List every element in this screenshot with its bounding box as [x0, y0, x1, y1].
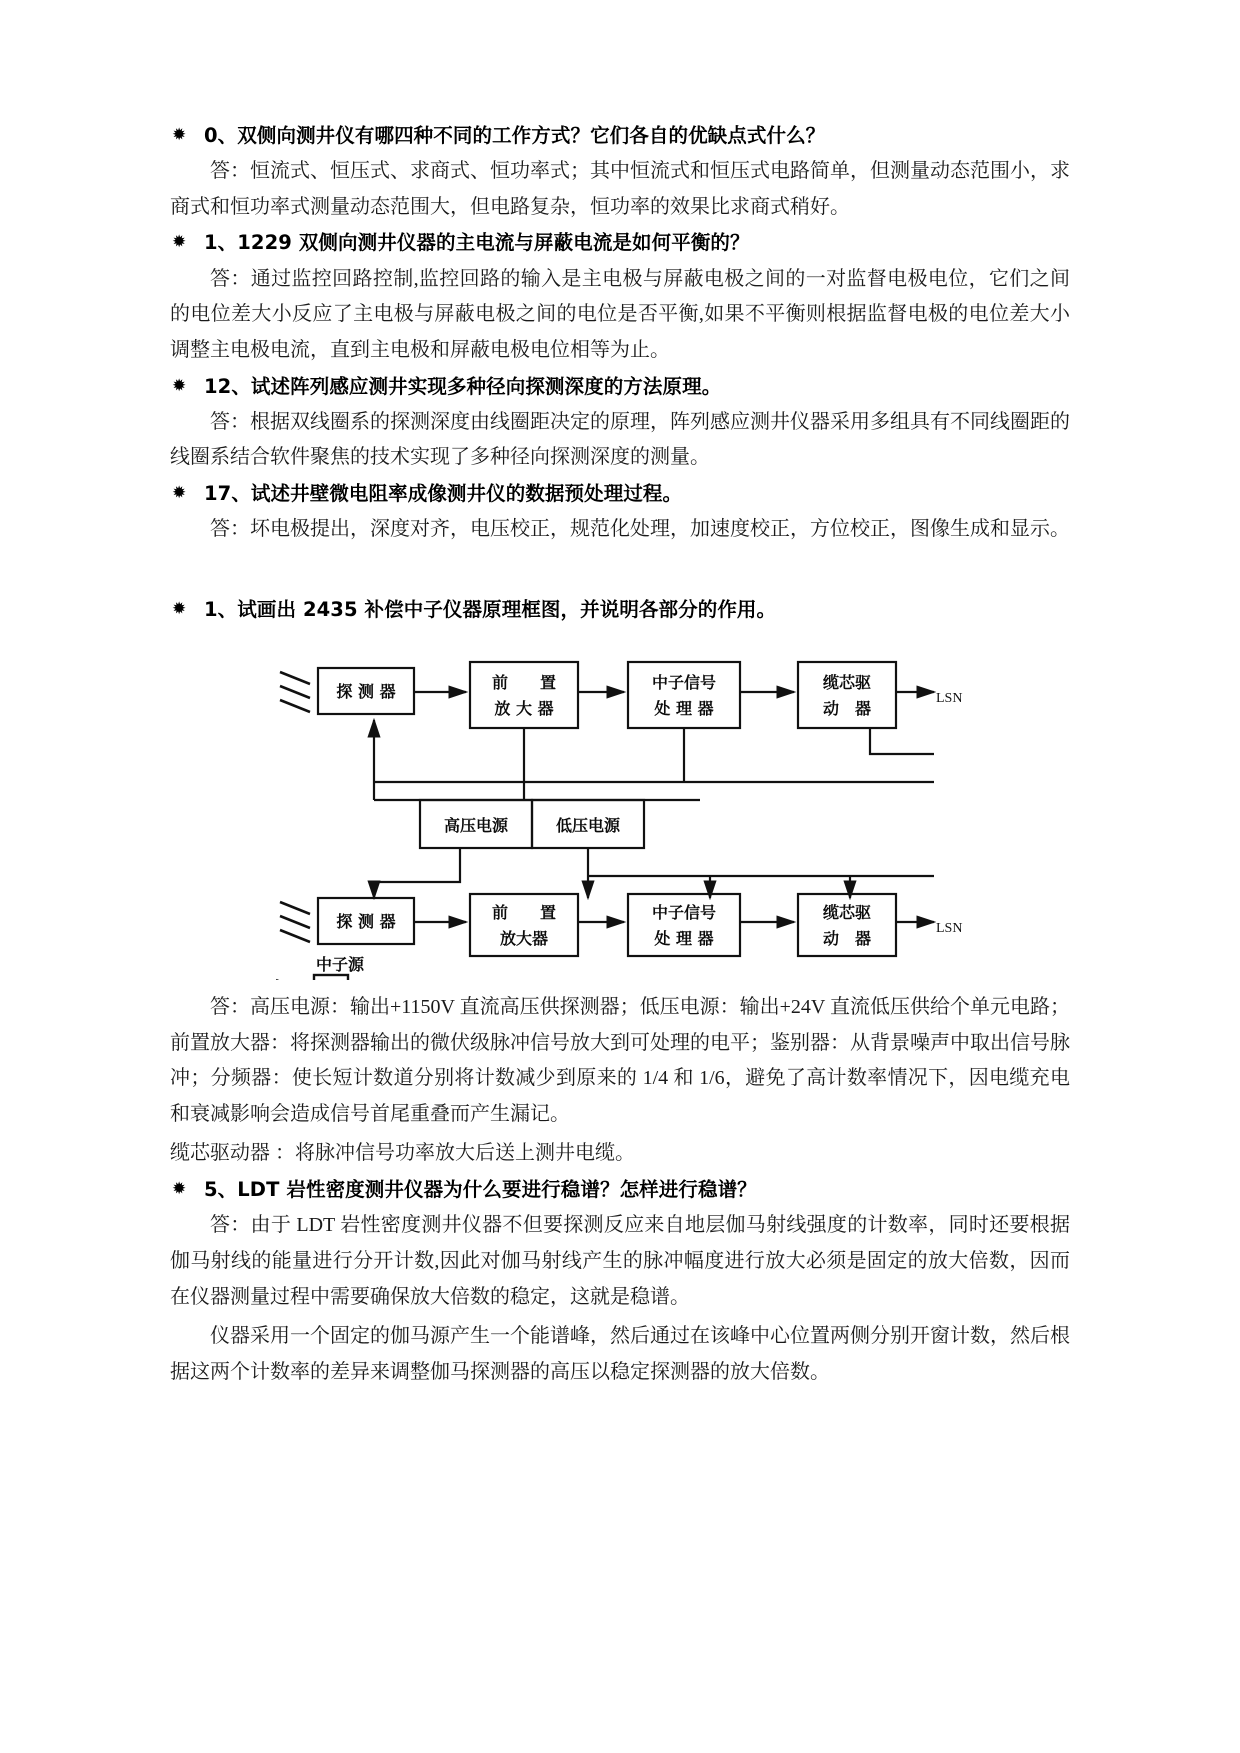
answer-paragraph: 答：高压电源：输出+1150V 直流高压供探测器；低压电源：输出+24V 直流低压供给个单元电路；前置放大器：将探测器输出的微伏级脉冲信号放大到可处理的电平；鉴别器：从背景噪声中取出信号脉冲；分频器：使长短计数道分别将计数减少到原来的 1/4 和 1/6，避免了高计数率情况下，因电缆充电和衰减影响会造成信号首尾重叠而产生漏记。	[170, 996, 1070, 1125]
diagram-label-preamp-top-1: 前 置	[491, 673, 557, 693]
diagram-box-cable-driver-top	[798, 662, 896, 728]
bullet-icon: ✹	[172, 598, 187, 619]
diagram-label-lv-supply: 低压电源	[555, 816, 621, 836]
block-diagram-svg	[270, 650, 970, 980]
bullet-icon: ✹	[172, 1179, 187, 1200]
diagram-label-preamp-bottom-1: 前 置	[491, 903, 557, 923]
bullet-icon: ✹	[172, 482, 187, 503]
diagram-label-detector-top: 探 测 器	[336, 682, 396, 702]
question-heading-text: 1、1229 双侧向测井仪器的主电流与屏蔽电流是如何平衡的？	[204, 231, 750, 255]
diagram-label-driver-bottom-2: 动 器	[822, 929, 872, 949]
block-diagram-figure	[170, 650, 1070, 980]
diagram-label-preamp-top-2: 放 大 器	[494, 699, 554, 719]
diagram-label-proc-bottom-1: 中子信号	[651, 903, 717, 923]
bullet-icon: ✹	[172, 232, 187, 253]
question-heading-text: 12、试述阵列感应测井实现多种径向探测深度的方法原理。	[204, 374, 722, 398]
diagram-label-neutron-source: 中子源	[316, 955, 365, 975]
question-heading-text: 1、试画出 2435 补偿中子仪器原理框图，并说明各部分的作用。	[204, 597, 777, 621]
diagram-label-driver-bottom-1: 缆芯驱	[822, 903, 872, 923]
diagram-box-preamp-top	[470, 662, 578, 728]
question-heading-0	[170, 122, 1070, 150]
answer-paragraph: 仪器采用一个固定的伽马源产生一个能谱峰，然后通过在该峰中心位置两侧分别开窗计数，然后根据这两个计数率的差异来调整伽马探测器的高压以稳定探测器的放大倍数。	[170, 1325, 1070, 1383]
answer-paragraph: 答：由于 LDT 岩性密度测井仪器不但要探测反应来自地层伽马射线强度的计数率，同时还要根据伽马射线的能量进行分开计数,因此对伽马射线产生的脉冲幅度进行放大必须是固定的放大倍数，因而在仪器测量过程中需要确保放大倍数的稳定，这就是稳谱。	[170, 1214, 1070, 1308]
question-heading-1b	[170, 596, 1070, 624]
question-heading-12	[170, 373, 1070, 401]
diagram-label-lsn-top: LSN	[936, 691, 963, 707]
answer-paragraph: 缆芯驱动器 ：将脉冲信号功率放大后送上测井电缆。	[170, 1142, 635, 1165]
diagram-label-proc-top-2: 处 理 器	[654, 699, 714, 719]
diagram-label-proc-bottom-2: 处 理 器	[654, 929, 714, 949]
diagram-label-preamp-bottom-2: 放大器	[499, 929, 549, 949]
diagram-label-lsn-bottom: LSN	[936, 921, 963, 937]
answer-paragraph: 答：通过监控回路控制,监控回路的输入是主电极与屏蔽电极之间的一对监督电极电位，它们之间的电位差大小反应了主电极与屏蔽电极之间的电位是否平衡,如果不平衡则根据监督电极的电位差大小调整主电极电流，直到主电极和屏蔽电极电位相等为止。	[170, 267, 1070, 361]
answer-paragraph: 答：坏电极提出，深度对齐，电压校正，规范化处理，加速度校正，方位校正，图像生成和显示。	[210, 518, 1070, 541]
answer-paragraph: 答：根据双线圈系的探测深度由线圈距决定的原理，阵列感应测井仪器采用多组具有不同线圈距的线圈系结合软件聚焦的技术实现了多种径向探测深度的测量。	[170, 410, 1070, 469]
diagram-label-driver-top-2: 动 器	[822, 699, 872, 719]
diagram-box-neutron-source	[314, 975, 348, 980]
question-heading-text: 0、双侧向测井仪有哪四种不同的工作方式？它们各自的优缺点式什么？	[204, 124, 826, 147]
diagram-label-hv-supply: 高压电源	[443, 816, 509, 836]
diagram-label-driver-top-1: 缆芯驱	[822, 673, 872, 693]
question-heading-5	[170, 1176, 1070, 1204]
section-spacer	[170, 552, 1070, 596]
answer-paragraph: 答：恒流式、恒压式、求商式、恒功率式；其中恒流式和恒压式电路简单，但测量动态范围小，求商式和恒功率式测量动态范围大，但电路复杂，恒功率的效果比求商式稍好。	[170, 160, 1070, 218]
diagram-label-detector-bottom: 探 测 器	[336, 912, 396, 932]
bullet-icon: ✹	[172, 125, 187, 145]
diagram-box-neutron-proc-top	[628, 662, 740, 728]
diagram-label-proc-top-1: 中子信号	[651, 673, 717, 693]
bullet-icon: ✹	[172, 375, 187, 396]
question-heading-text: 17、试述井壁微电阻率成像测井仪的数据预处理过程。	[204, 481, 683, 505]
question-heading-17	[170, 480, 1070, 508]
question-heading-1	[170, 229, 1070, 257]
question-heading-text: 5、LDT 岩性密度测井仪器为什么要进行稳谱？怎样进行稳谱？	[204, 1178, 757, 1202]
